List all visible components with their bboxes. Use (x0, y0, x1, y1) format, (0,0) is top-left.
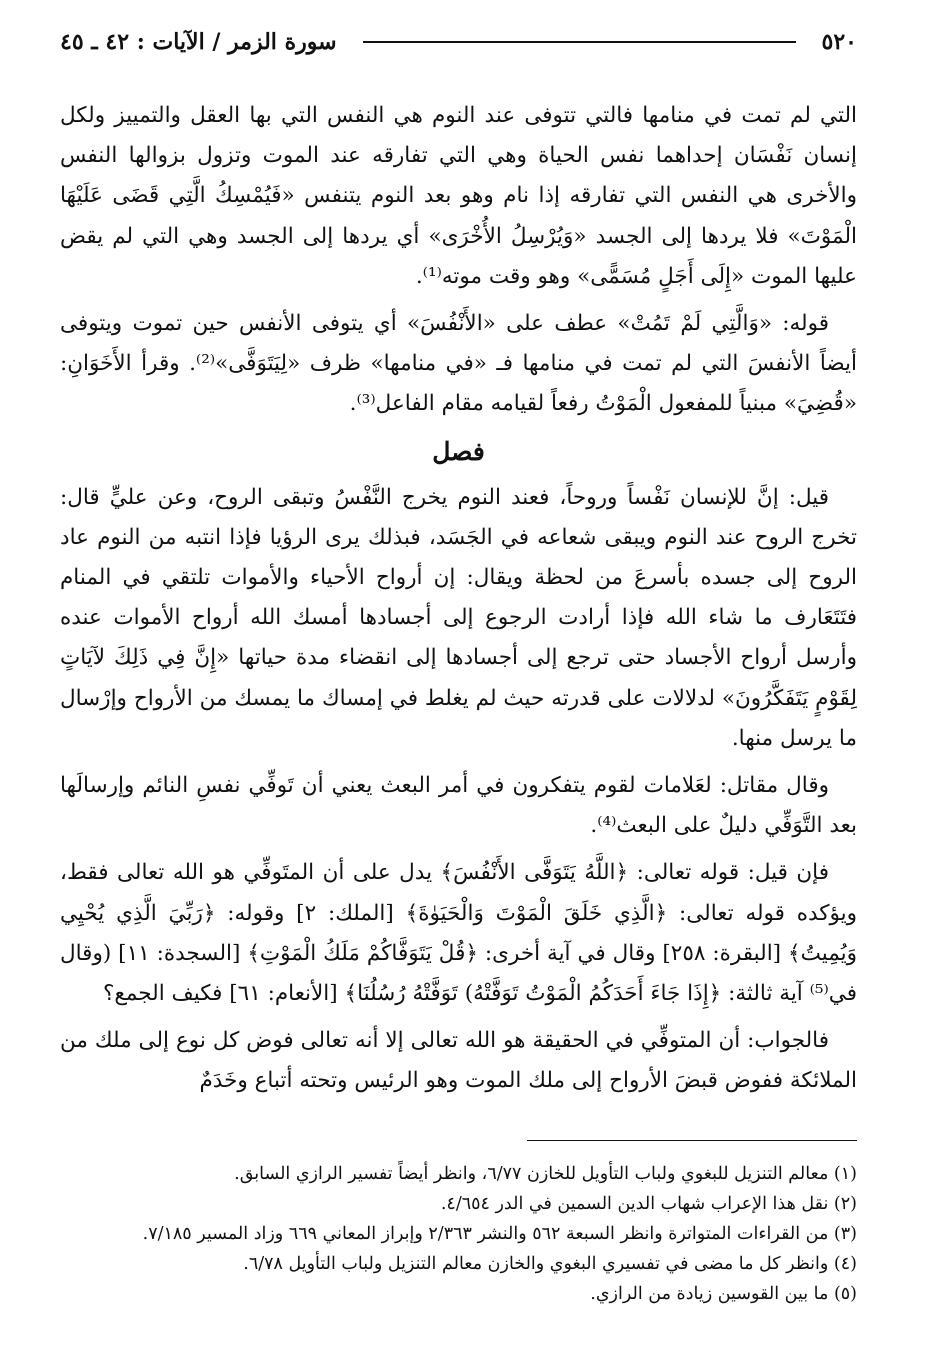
footnote-separator (527, 1140, 857, 1141)
footnote: (٤) وانظر كل ما مضى في تفسيري البغوي والخازن معالم التنزيل ولباب التأويل ٦/٧٨. (243, 1253, 857, 1274)
page-number: ٥٢٠ (821, 29, 857, 55)
section-paragraph: قيل: إنَّ للإنسان نَفْساً وروحاً، فعند النوم يخرج النَّفْسُ وتبقى الروح، وعن عليٍّ قال: تخرج الروح عند النوم ويبقى شعاعه في الجَسَد، فبذلك يرى الرؤيا فإذا انتبه من النوم عاد الروح إلى جسده بأسرعَ من لحظة ويقال: إن أرواح الأحياء والأموات تلتقي في المنام فتَتَعَارف ما شاء الله فإذا أرادت الرجوع إلى أجسادها أمسك الله أرواح الأموات عنده وأرسل أرواح الأجساد حتى ترجع إلى أجسادها إلى انقضاء مدة حياتها «إِنَّ فِي ذَلِكَ لآيَاتٍ لِقَوْمٍ يَتَفَكَّرُونَ» لدلالات على قدرته حيث لم يغلط في إمساك ما يمسك من الأرواح وإرْسال ما يرسل منها. (60, 484, 857, 751)
footnote: (١) معالم التنزيل للبغوي ولباب التأويل للخازن ٦/٧٧، وانظر أيضاً تفسير الرازي السابق. (234, 1163, 857, 1184)
section-paragraph: وقال مقاتل: لعَلامات لقوم يتفكرون في أمر البعث يعني أن تَوفِّي نفسِ النائم وإرسالَها بعد التَّوَفِّي دليلٌ على البعث⁽⁴⁾. (60, 773, 857, 839)
footnote: (٢) نقل هذا الإعراب شهاب الدين السمين في الدر ٤/٦٥٤. (440, 1193, 857, 1214)
page-body (60, 96, 857, 1102)
section-paragraph: فإن قيل: قوله تعالى: ﴿اللَّهُ يَتَوَفَّى الأَنْفُسَ﴾ يدل على أن المتَوفِّي هو الله تعالى فقط، ويؤكده قوله تعالى: ﴿الَّذِي خَلَقَ الْمَوْتَ وَالْحَيَوٰةَ﴾ [الملك: ٢] وقوله: ﴿رَبِّيَ الَّذِي يُحْيِي وَيُمِيتُ﴾ [البقرة: ٢٥٨] وقال في آية أخرى: ﴿قُلْ يَتَوَفَّاكُمْ مَلَكُ الْمَوْتِ﴾ [السجدة: ١١] (وقال في⁽⁵⁾ آية ثالثة: ﴿إِذَا جَاءَ أَحَدَكُمُ الْمَوْتُ تَوَفَّتْهُ) تَوَفَّتْهُ رُسُلُنَا﴾ [الأنعام: ٦١] فكيف الجمع؟ (60, 860, 857, 1007)
body-paragraph: قوله: «وَالَّتِي لَمْ تَمُتْ» عطف على «الأَنْفُسَ» أي يتوفى الأنفس حين تموت ويتوفى أيضاً الأنفسَ التي لم تمت في منامها فـ «في منامها» ظرف «لِيَتَوَفَّى»⁽²⁾. وقرأ الأَخَوَانِ: «قُضِيَ» مبنياً للمفعول الْمَوْتُ رفعاً لقيامه مقام الفاعل⁽³⁾. (60, 311, 857, 417)
section-paragraph: فالجواب: أن المتوفِّي في الحقيقة هو الله تعالى إلا أنه تعالى فوض كل نوع إلى ملك من الملائكة ففوض قبضَ الأرواح إلى ملك الموت وهو الرئيس وتحته أتباع وخَدَمٌ (60, 1028, 857, 1094)
section-heading: فصل (432, 436, 485, 466)
footnotes (60, 1159, 857, 1309)
body-paragraph: التي لم تمت في منامها فالتي تتوفى عند النوم هي النفس التي بها العقل والتمييز ولكل إنسان نَفْسَان إحداهما نفس الحياة وهي التي تفارقه عند الموت وتزول بزوالها النفس والأخرى هي النفس التي تفارقه إذا نام وهو بعد النوم يتنفس «فَيُمْسِكُ الَّتِي قَضَى عَلَيْهَا الْمَوْتَ» فلا يردها إلى الجسد «وَيُرْسِلُ الأُخْرَى» أي يردها إلى الجسد وهي التي لم يقض عليها الموت «إِلَى أَجَلٍ مُسَمًّى» وهو وقت موته⁽¹⁾. (60, 103, 857, 289)
running-title: سورة الزمر / الآيات : ٤٢ ـ ٤٥ (60, 29, 337, 55)
page-header (60, 22, 857, 62)
footnote: (٥) ما بين القوسين زيادة من الرازي. (590, 1283, 857, 1304)
footnote: (٣) من القراءات المتواترة وانظر السبعة ٥٦٢ والنشر ٢/٣٦٣ وإبراز المعاني ٦٦٩ وزاد المسير ٧/١٨٥. (142, 1223, 857, 1244)
header-rule (363, 41, 796, 43)
